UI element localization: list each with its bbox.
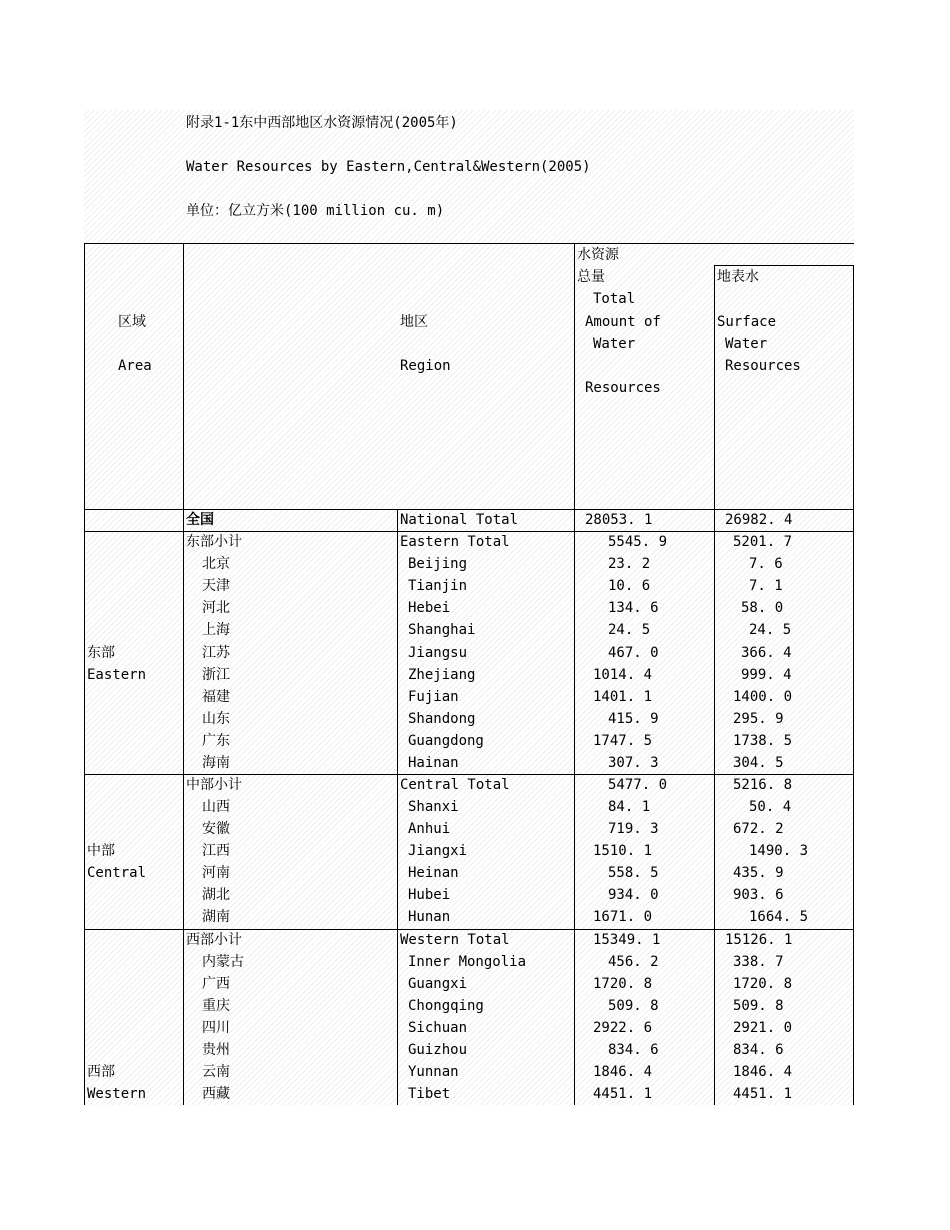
surface-value: 58. 0: [741, 600, 784, 616]
total-value: 467. 0: [608, 645, 659, 661]
region-cn: 河北: [202, 600, 230, 616]
surface-value: 5216. 8: [733, 777, 793, 793]
total-value: 834. 6: [608, 1042, 659, 1058]
region-en: Jiangxi: [408, 843, 468, 859]
header-total-en-2: Amount of: [585, 314, 661, 330]
total-value: 307. 3: [608, 755, 659, 771]
region-en: Yunnan: [408, 1064, 459, 1080]
region-cn: 内蒙古: [202, 954, 244, 970]
region-en: Eastern Total: [400, 534, 510, 550]
region-cn: 广西: [202, 976, 230, 992]
total-value: 84. 1: [608, 799, 651, 815]
total-value: 5545. 9: [608, 534, 668, 550]
surface-value: 24. 5: [749, 622, 792, 638]
surface-value: 15126. 1: [725, 932, 793, 948]
region-cn: 安徽: [202, 821, 230, 837]
surface-value: 903. 6: [733, 887, 784, 903]
total-value: 719. 3: [608, 821, 659, 837]
total-value: 134. 6: [608, 600, 659, 616]
surface-value: 7. 1: [749, 578, 783, 594]
region-cn: 云南: [202, 1064, 230, 1080]
area-eastern-en: Eastern: [87, 667, 147, 683]
region-en: Guangdong: [408, 733, 484, 749]
region-cn: 海南: [202, 755, 230, 771]
surface-value: 2921. 0: [733, 1020, 793, 1036]
total-value: 934. 0: [608, 887, 659, 903]
surface-value: 1720. 8: [733, 976, 793, 992]
surface-value: 7. 6: [749, 556, 783, 572]
unit-label: 单位：亿立方米(100 million cu. m): [186, 203, 445, 219]
region-cn: 江苏: [202, 645, 230, 661]
area-eastern-cn: 东部: [87, 645, 115, 661]
region-en: Sichuan: [408, 1020, 468, 1036]
region-cn: 上海: [202, 622, 230, 638]
region-cn: 贵州: [202, 1042, 230, 1058]
header-surface-en-1: Surface: [717, 314, 777, 330]
region-en: Tibet: [408, 1086, 451, 1102]
total-value: 1747. 5: [593, 733, 653, 749]
region-en: Anhui: [408, 821, 451, 837]
region-cn-national: 全国: [186, 512, 214, 528]
total-value: 1846. 4: [593, 1064, 653, 1080]
total-value: 1510. 1: [593, 843, 653, 859]
region-cn: 北京: [202, 556, 230, 572]
surface-value: 1664. 5: [749, 909, 809, 925]
header-total-cn-2: 总量: [577, 269, 605, 285]
header-total-en-1: Total: [593, 291, 636, 307]
title-en: Water Resources by Eastern,Central&Western(2005): [186, 159, 591, 175]
region-cn: 东部小计: [186, 534, 242, 550]
header-total-cn-1: 水资源: [577, 247, 619, 263]
title-cn: 附录1-1东中西部地区水资源情况(2005年): [186, 115, 458, 131]
header-area-en: Area: [118, 358, 152, 374]
surface-value: 338. 7: [733, 954, 784, 970]
region-en: Heinan: [408, 865, 459, 881]
area-central-cn: 中部: [87, 843, 115, 859]
region-cn: 山东: [202, 711, 230, 727]
total-value: 2922. 6: [593, 1020, 653, 1036]
region-cn: 浙江: [202, 667, 230, 683]
surface-value: 672. 2: [733, 821, 784, 837]
surface-value: 834. 6: [733, 1042, 784, 1058]
total-value: 4451. 1: [593, 1086, 653, 1102]
total-value: 1720. 8: [593, 976, 653, 992]
region-en: Fujian: [408, 689, 459, 705]
header-total-en-3: Water: [593, 336, 636, 352]
region-en: Guizhou: [408, 1042, 468, 1058]
region-cn: 山西: [202, 799, 230, 815]
region-en: Hubei: [408, 887, 451, 903]
region-en: Tianjin: [408, 578, 468, 594]
total-value: 5477. 0: [608, 777, 668, 793]
region-en: Western Total: [400, 932, 510, 948]
region-en: Shanghai: [408, 622, 476, 638]
region-en: Shanxi: [408, 799, 459, 815]
region-cn: 江西: [202, 843, 230, 859]
area-western-en: Western: [87, 1086, 147, 1102]
region-en: Beijing: [408, 556, 468, 572]
area-central-en: Central: [87, 865, 147, 881]
header-total-en-4: Resources: [585, 380, 661, 396]
surface-value: 999. 4: [741, 667, 792, 683]
region-cn: 重庆: [202, 998, 230, 1014]
region-cn: 广东: [202, 733, 230, 749]
total-value: 23. 2: [608, 556, 651, 572]
region-cn: 天津: [202, 578, 230, 594]
header-area-cn: 区域: [118, 314, 146, 330]
total-value: 24. 5: [608, 622, 651, 638]
surface-value: 26982. 4: [725, 512, 793, 528]
region-cn: 福建: [202, 689, 230, 705]
surface-value: 366. 4: [741, 645, 792, 661]
region-en: Hebei: [408, 600, 451, 616]
region-en: Hainan: [408, 755, 459, 771]
region-en: Guangxi: [408, 976, 468, 992]
header-surface-cn: 地表水: [717, 269, 759, 285]
total-value: 1671. 0: [593, 909, 653, 925]
region-en: Jiangsu: [408, 645, 468, 661]
surface-value: 509. 8: [733, 998, 784, 1014]
region-en-national: National Total: [400, 512, 519, 528]
surface-value: 50. 4: [749, 799, 792, 815]
surface-value: 1846. 4: [733, 1064, 793, 1080]
surface-value: 5201. 7: [733, 534, 793, 550]
surface-value: 4451. 1: [733, 1086, 793, 1102]
region-cn: 西部小计: [186, 932, 242, 948]
surface-value: 435. 9: [733, 865, 784, 881]
total-value: 415. 9: [608, 711, 659, 727]
total-value: 509. 8: [608, 998, 659, 1014]
region-cn: 西藏: [202, 1086, 230, 1102]
region-cn: 河南: [202, 865, 230, 881]
total-value: 558. 5: [608, 865, 659, 881]
total-value: 10. 6: [608, 578, 651, 594]
region-en: Zhejiang: [408, 667, 476, 683]
surface-value: 304. 5: [733, 755, 784, 771]
region-en: Chongqing: [408, 998, 484, 1014]
total-value: 15349. 1: [593, 932, 661, 948]
region-en: Inner Mongolia: [408, 954, 527, 970]
region-cn: 湖南: [202, 909, 230, 925]
surface-value: 1400. 0: [733, 689, 793, 705]
header-surface-en-2: Water: [725, 336, 768, 352]
surface-value: 1738. 5: [733, 733, 793, 749]
region-cn: 四川: [202, 1020, 230, 1036]
header-region-cn: 地区: [400, 314, 428, 330]
surface-value: 295. 9: [733, 711, 784, 727]
region-en: Central Total: [400, 777, 510, 793]
region-cn: 中部小计: [186, 777, 242, 793]
region-cn: 湖北: [202, 887, 230, 903]
total-value: 28053. 1: [585, 512, 653, 528]
total-value: 1014. 4: [593, 667, 653, 683]
surface-value: 1490. 3: [749, 843, 809, 859]
total-value: 1401. 1: [593, 689, 653, 705]
region-en: Hunan: [408, 909, 451, 925]
header-surface-en-3: Resources: [725, 358, 801, 374]
region-en: Shandong: [408, 711, 476, 727]
total-value: 456. 2: [608, 954, 659, 970]
area-western-cn: 西部: [87, 1064, 115, 1080]
header-region-en: Region: [400, 358, 451, 374]
